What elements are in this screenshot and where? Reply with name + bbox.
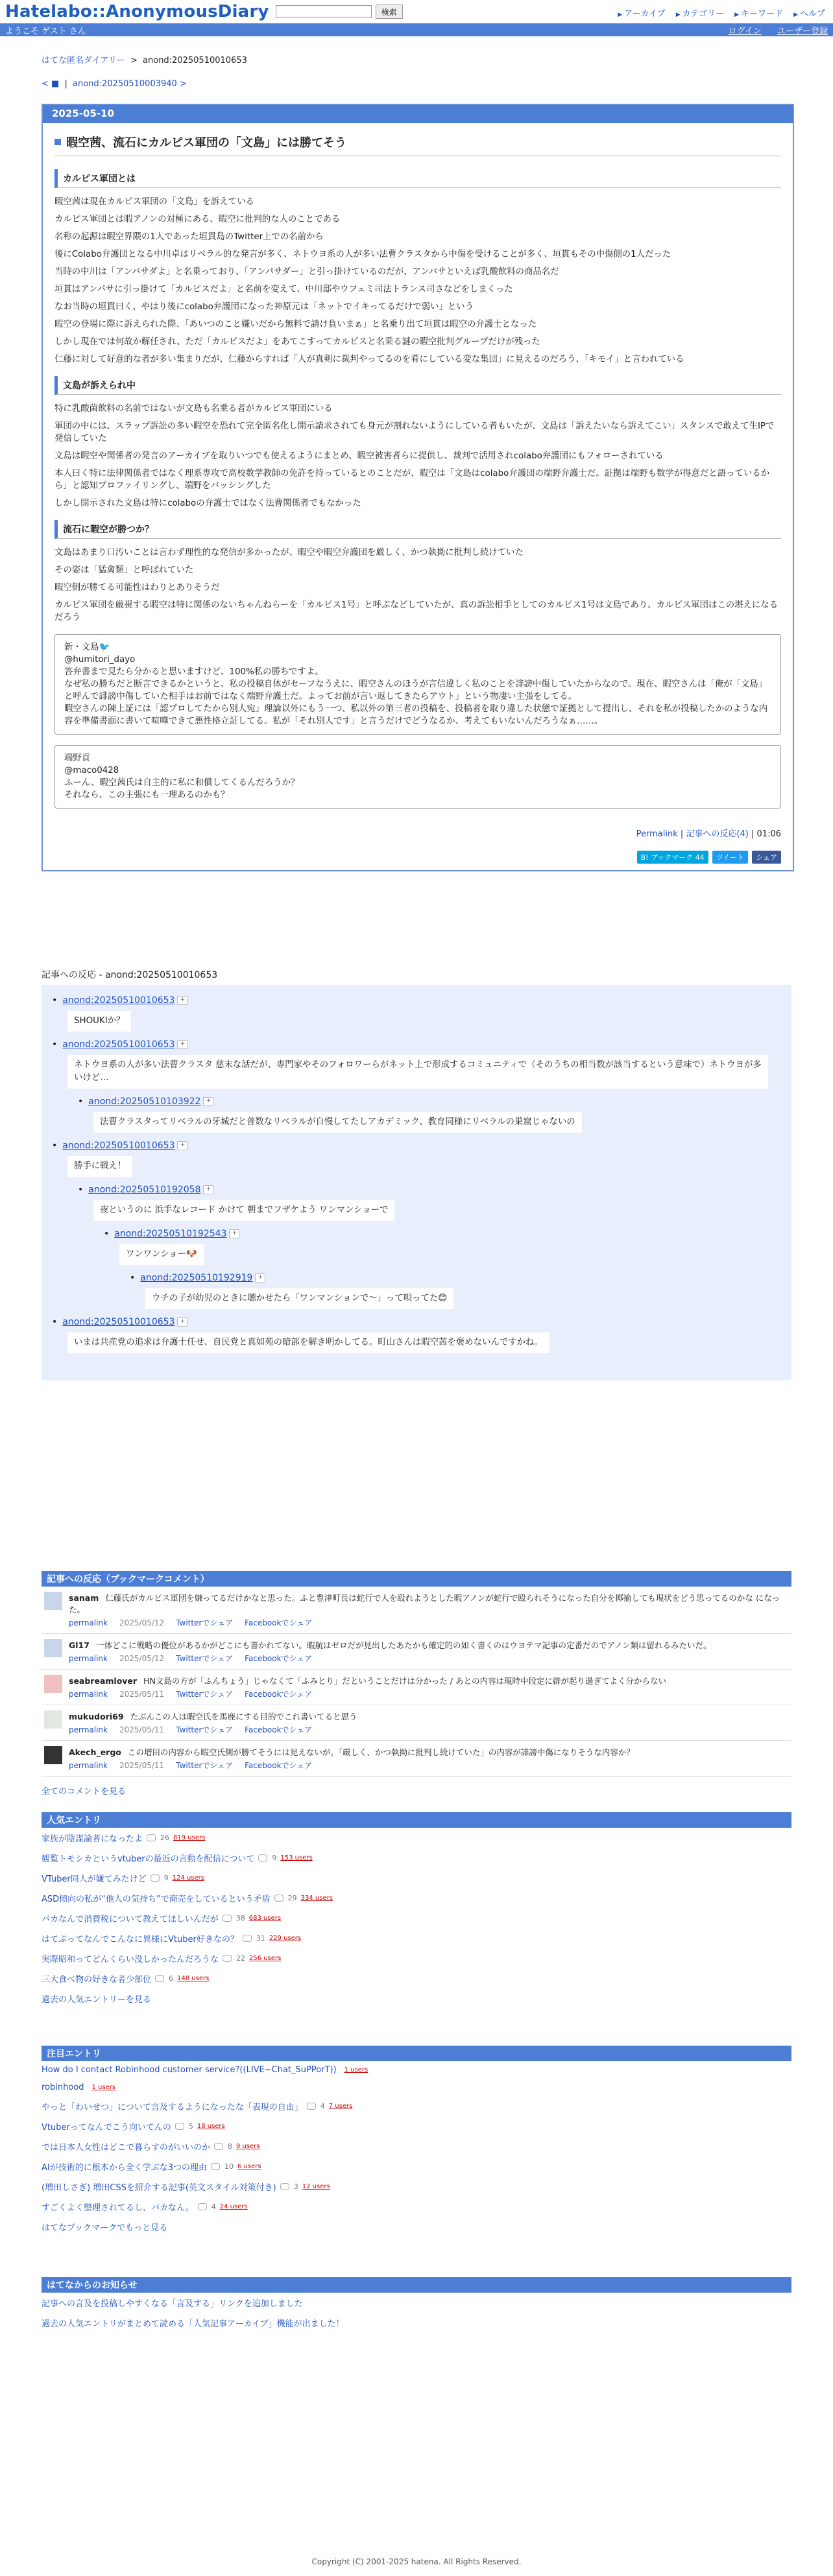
bookmark-text: HN文島の方が「ふんちょう」じゃなくて「ふみとり」だということだけは分かった / あとの内容は現時中段定に辟が起り過ぎてよく分からない	[143, 1676, 666, 1686]
comment-count: 29	[287, 1894, 297, 1902]
entry-link[interactable]: では日本人女性はどこで暮らすのがいいのか	[42, 2143, 211, 2153]
article-date: 2025-05-10	[43, 105, 793, 123]
comment-count: 3	[293, 2182, 298, 2191]
tweet-text: なぜ私の勝ちだと断言できるかというと、私の投稿自体がセーフなうえに、暇空さんのほうが言信違しく私のことを誹謗中傷していたからなので。現在、暇空さんは「俺が「文島」と呼んで誹謗中傷していた相手はお前ではなく端野弁護士だ。よってお前が言い返してきたらアウト」という物凄い主張をしてる。	[64, 679, 767, 702]
prev-entry-link[interactable]: < ■	[42, 79, 60, 89]
bookmark-date: 2025/05/11	[119, 1725, 165, 1734]
help-link[interactable]: ▶ ヘルプ	[793, 6, 825, 19]
users-count[interactable]: 9 users	[236, 2143, 260, 2150]
hot-entry	[42, 2079, 791, 2096]
comment-icon	[243, 1935, 252, 1942]
facebook-share-link[interactable]: Facebookでシェア	[245, 1618, 313, 1627]
tweet-handle: @maco0428	[64, 766, 119, 775]
reaction-text: SHOUKIか？	[67, 1011, 131, 1032]
bookmark-date: 2025/05/11	[119, 1690, 165, 1699]
users-count[interactable]: 229 users	[269, 1935, 302, 1942]
entry-link[interactable]: How do I contact Robinhood customer service?((LIVE~Chat_SuPPorT))	[42, 2065, 337, 2075]
comment-count: 8	[228, 2142, 233, 2151]
users-count[interactable]: 6 users	[237, 2163, 261, 2170]
paragraph: その姿は「猛禽類」と呼ばれていた	[54, 565, 194, 575]
register-link[interactable]: ユーザー登録	[777, 26, 828, 36]
welcome-text: ようこそ ゲスト さん	[5, 26, 86, 36]
comment-icon	[280, 2183, 289, 2190]
tweet-text: 暇空さんの陳上証には「認プロしてたから別人宛」理論以外にもう一つ、私以外の第三者の投稿を、投稿者を取り違した状態で証拠として提出し、それを私が投稿したかのような内容を準備書面に書いて喧嘩できて悪性格立証してる。私が「それ別人です」と言うだけでどうなるか、考えてもいないんだろうなぁ……。	[64, 704, 768, 726]
popular-title: 人気エントリ	[42, 1812, 791, 1828]
entry-link[interactable]: 家族が陰謀論者になったよ	[42, 1834, 143, 1844]
facebook-share-button[interactable]: シェア	[752, 851, 781, 864]
paragraph: 文島は暇空や関係者の発言のアーカイブを取りいつでも使えるようにまとめ、暇空被害者らに提供し、裁判で活用されcolabo弁護団にもフォローされている	[54, 451, 664, 461]
comment-count: 9	[163, 1874, 169, 1882]
users-count[interactable]: 12 users	[302, 2183, 330, 2190]
section-heading: 文島が訴えられ中	[54, 376, 781, 395]
users-count[interactable]: 1 users	[91, 2084, 116, 2091]
bookmark-button[interactable]: B! ブックマーク 44	[637, 851, 708, 864]
reaction-expand-icon[interactable]: +	[177, 1040, 187, 1049]
reaction-item	[78, 1185, 781, 1225]
bookmark-user[interactable]: Akech_ergo	[69, 1747, 121, 1757]
entry-link[interactable]: robinhood	[42, 2083, 84, 2092]
article-title-text[interactable]: 暇空茜、流石にカルピス軍団の「文島」には勝てそう	[66, 136, 346, 150]
twitter-share-link[interactable]: Twitterでシェア	[176, 1690, 234, 1699]
next-entry-link[interactable]: anond:20250510003940 >	[72, 79, 187, 89]
hatena-notice	[42, 2277, 791, 2333]
bookmark-comment	[42, 1587, 791, 1634]
footer-sep: |	[680, 829, 684, 839]
paragraph: 名称の起源は暇空界隈の1人であった垣貫島のTwitter上での名前から	[54, 232, 324, 242]
popular-entry	[42, 1908, 791, 1928]
user-bar	[0, 23, 833, 36]
bookmark-comment	[42, 1705, 791, 1741]
comment-count: 6	[169, 1974, 174, 1983]
breadcrumb	[42, 53, 791, 65]
paragraph: 垣貫はアンパサに引っ掛けて「カルピスだよ」と名前を変えて、中川邸やウフェミ司法トランス司さなどをしまくった	[54, 285, 513, 294]
users-count[interactable]: 18 users	[197, 2123, 225, 2130]
avatar[interactable]	[44, 1710, 62, 1729]
users-count[interactable]: 683 users	[248, 1915, 282, 1922]
embedded-tweet	[54, 634, 781, 735]
breadcrumb-home[interactable]: はてな匿名ダイアリー	[42, 56, 125, 65]
entry-link[interactable]: 三大食べ物の好きな者少部位	[42, 1975, 152, 1985]
entry-link[interactable]: バカなんで消費税について教えてほしいんだが	[42, 1915, 219, 1924]
tweet-text: それなら、この主張にも一理あるのかも？	[64, 790, 230, 800]
reaction-expand-icon[interactable]: +	[255, 1273, 265, 1282]
pager	[42, 79, 791, 89]
permalink[interactable]: permalink	[69, 1654, 108, 1663]
reactions-count-link[interactable]: 記事への反応(4)	[686, 829, 749, 839]
avatar[interactable]	[44, 1592, 62, 1610]
more-hot-link[interactable]: はてなブックマークでもっと見る	[42, 2223, 168, 2233]
users-count[interactable]: 256 users	[249, 1955, 282, 1962]
users-count[interactable]: 24 users	[219, 2203, 248, 2210]
paragraph: しかし現在では何故か解任され、ただ「カルピスだよ」をあてこすってカルピスと名乗る謎の暇空批判グループだけが残った	[54, 337, 540, 347]
article-footer	[54, 827, 781, 839]
users-count[interactable]: 7 users	[328, 2103, 353, 2110]
paragraph: 仁藤に対して好意的な者が多い集まりだが、仁藤からすれば「人が真剣に裁判やってるのを肴にしている変な集団」に見えるのだろう、「キモイ」と言われている	[54, 355, 684, 364]
twitter-share-link[interactable]: Twitterでシェア	[176, 1618, 234, 1627]
comment-icon	[223, 1915, 232, 1922]
reaction-expand-icon[interactable]: +	[229, 1229, 239, 1238]
reaction-tree	[42, 985, 791, 1380]
reaction-text: ワンワンショー🐶	[119, 1244, 204, 1265]
comment-count: 4	[320, 2102, 325, 2110]
reaction-item	[52, 1140, 781, 1181]
reaction-item	[52, 995, 781, 1035]
bookmark-user[interactable]: seabreamlover	[69, 1676, 138, 1686]
copyright: Copyright (C) 2001-2025 hatena. All Rights Reserved.	[311, 2557, 522, 2566]
comment-icon	[274, 1895, 284, 1902]
tweet-author: 端野貢	[64, 753, 91, 763]
comment-icon	[175, 2123, 184, 2130]
reaction-item	[104, 1229, 781, 1269]
tweet-text: ふーん、暇空茜氏は自主的に私に和償してくるんだろうか？	[64, 778, 300, 788]
paragraph: カルピス軍団を厳視する暇空は特に関係のないちゃんねらーを「カルピス1号」と呼ぶなどしていたが、真の訴訟相手としてのカルピス1号は文島であり、カルピス軍団はこの堪えになるだろう	[54, 600, 779, 622]
reaction-link[interactable]: • anond:20250510103922	[78, 1096, 200, 1107]
reaction-item	[52, 1317, 781, 1357]
comment-icon	[258, 1854, 267, 1861]
comment-count: 26	[160, 1834, 170, 1842]
reaction-text: ネトウヨ系の人が多い法曹クラスタ 慈末な話だが、専門家やそのフォロワーらがネット上で形成するコミュニティで（そのうちの相当数が該当するという意味で）ネトウヨが多いけど…	[67, 1055, 768, 1089]
paragraph: 暇空側が勝てる可能性はわりとありそうだ	[54, 583, 220, 593]
reaction-item	[52, 1039, 781, 1093]
reaction-text: いまは共産党の追求は弁護士任せ、自民党と真如苑の暗部を解き明かしてる。町山さんは暇空茜を褒めないんですかね。	[67, 1332, 549, 1353]
facebook-share-link[interactable]: Facebookでシェア	[245, 1654, 313, 1663]
permalink[interactable]: permalink	[69, 1761, 108, 1770]
avatar[interactable]	[44, 1639, 62, 1657]
bookmark-text: 仁藤氏がカルピス軍団を嫌ってるだけかなと思った。ふと豊津町長は蛇行で人を殴れようとした暇アノンが蛇行で殴られそうになった自分を揶揄しても現状をどう思ってるのかな になった。	[69, 1593, 780, 1614]
search-input[interactable]	[276, 5, 372, 18]
users-count[interactable]: 148 users	[177, 1975, 210, 1982]
article	[42, 104, 794, 871]
reaction-expand-icon[interactable]: +	[177, 1318, 187, 1327]
bookmark-user[interactable]: mukudori69	[69, 1712, 124, 1721]
hot-entry	[42, 2157, 791, 2177]
paragraph: 暇空茜は現在カルピス軍団の「文島」を訴えている	[54, 197, 254, 207]
hot-title: 注目エントリ	[42, 2046, 791, 2061]
paragraph: 暇空の登場に際に訴えられた際、「あいつのこと嫌いだから無料で請け負いまぁ」と名乗り出て垣貫は暇空の弁護士となった	[54, 320, 537, 329]
top-header	[0, 0, 833, 23]
post-time: | 01:06	[751, 829, 781, 839]
entry-link[interactable]: はてぶってなんでこんなに異様にVtuber好きなの？	[42, 1935, 239, 1944]
bookmark-comment	[42, 1741, 791, 1777]
section-heading: 流石に暇空が勝つか？	[54, 520, 781, 539]
entry-link[interactable]: (増田しさぎ) 増田CSSを紹介する記事(英文スタイル対策付き)	[42, 2183, 276, 2193]
reaction-link[interactable]: • anond:20250510192543	[104, 1229, 226, 1239]
reaction-link[interactable]: • anond:20250510192919	[130, 1273, 252, 1283]
users-count[interactable]: 153 users	[280, 1854, 313, 1861]
users-count[interactable]: 1 users	[344, 2066, 368, 2074]
bookmark-date: 2025/05/12	[119, 1654, 165, 1663]
paragraph: なお当時の垣貫曰く、やはり後にcolabo弁護団になった神原元は「ネットでイキってるだけで弱い」という	[54, 302, 474, 312]
breadcrumb-current: anond:20250510010653	[143, 56, 247, 65]
twitter-share-link[interactable]: Twitterでシェア	[176, 1654, 234, 1663]
bookmark-user[interactable]: Gl17	[69, 1640, 90, 1650]
reaction-expand-icon[interactable]: +	[177, 996, 187, 1005]
reaction-link[interactable]: • anond:20250510010653	[52, 995, 175, 1006]
popular-entry	[42, 1828, 791, 1848]
tweet-button[interactable]: ツイート	[712, 851, 748, 864]
paragraph: カルピス軍団とは暇アノンの対極にある、暇空に批判的な人のことである	[54, 215, 341, 224]
paragraph: 特に乳酸菌飲料の名前ではないが文島も名乗る者がカルピス軍団にいる	[54, 404, 333, 414]
bookmark-date: 2025/05/11	[119, 1761, 165, 1770]
title-square-icon	[54, 139, 61, 145]
entry-link[interactable]: 観覧トモシカというvtuberの最近の言動を配信について	[42, 1854, 255, 1864]
reaction-text: 勝手に戦え！	[67, 1156, 132, 1177]
top-links	[618, 6, 825, 19]
permalink[interactable]: Permalink	[636, 829, 678, 839]
comment-icon	[211, 2163, 220, 2170]
paragraph: しかし開示された文島は特にcolaboの弁護士ではなく法曹関係者でもなかった	[54, 499, 361, 508]
twitter-share-link[interactable]: Twitterでシェア	[176, 1725, 234, 1734]
hot-entry	[42, 2061, 791, 2079]
hot-entry	[42, 2177, 791, 2197]
users-count[interactable]: 819 users	[173, 1834, 206, 1841]
hot-entry	[42, 2136, 791, 2157]
section-heading: カルピス軍団とは	[54, 169, 781, 188]
bookmark-user[interactable]: sanam	[69, 1593, 99, 1603]
permalink[interactable]: permalink	[69, 1725, 108, 1734]
hot-entries	[42, 2046, 791, 2237]
popular-entry	[42, 1968, 791, 1989]
hot-entry	[42, 2197, 791, 2217]
site-logo[interactable]: Hatelabo::AnonymousDiary	[5, 2, 269, 21]
reaction-expand-icon[interactable]: +	[203, 1185, 213, 1194]
bookmark-text: 一体どこに戦略の優位があるかがどこにも書かれてない。暇航はゼロだが見出したあたかも確定的の如く書くのはウヨテマ記事の定番だのでアノン類は留れるみたいだ。	[95, 1640, 712, 1650]
popular-entry	[42, 1928, 791, 1948]
entry-link[interactable]: ASD傾向の私が“他人の気持ち”で商売をしているという矛盾	[42, 1895, 271, 1904]
reaction-link[interactable]: • anond:20250510010653	[52, 1140, 175, 1151]
reaction-link[interactable]: • anond:20250510010653	[52, 1039, 175, 1050]
archive-link[interactable]: ▶ アーカイブ	[618, 6, 666, 19]
reaction-item	[78, 1096, 781, 1137]
users-count[interactable]: 124 users	[172, 1874, 204, 1882]
entry-link[interactable]: やっと「わいせつ」について言及するようになったな「表現の自由」	[42, 2103, 303, 2112]
reaction-text: 法曹クラスタってリベラルの牙城だと普数なリベラルが自慢してたしアカデミック、教育同様にリベラルの巣窟じゃないの	[93, 1112, 582, 1133]
bookmark-comment	[42, 1634, 791, 1670]
popular-entry	[42, 1868, 791, 1888]
reaction-text: ウチの子が幼児のときに聴かせたら「ワンマンションで〜」って唄ってた😊	[145, 1288, 453, 1309]
reaction-text: 夜というのに 浜手なレコード かけて 朝までフザケよう ワンマンショーで	[93, 1200, 394, 1221]
paragraph: 後にColabo弁護団となる中川卓はリベラル的な発言が多く、ネトウヨ系の人が多い法曹クラスタから中傷を受けることが多く、垣貫もその中傷側の1人だった	[54, 250, 671, 259]
tweet-author: 新・文島🐦	[64, 643, 110, 652]
comment-icon	[198, 2203, 207, 2210]
popular-entries	[42, 1812, 791, 2009]
paragraph: 本人曰く特に法律関係者ではなく理系専攻で高校数学教師の免許を持っているとのことだが、暇空は「文島はcolabo弁護団の端野弁護士だ。証拠は端野も数学が得意だと語っているから」と認知プロファイリングし、端野をバッシングした	[54, 469, 770, 491]
comment-count: 5	[188, 2122, 193, 2131]
notice-title: はてなからのお知らせ	[42, 2277, 791, 2293]
comment-icon	[147, 1834, 156, 1841]
avatar[interactable]	[44, 1746, 62, 1764]
reactions-section	[42, 968, 791, 1380]
bookmark-date: 2025/05/12	[119, 1618, 165, 1627]
reaction-link[interactable]: • anond:20250510010653	[52, 1317, 175, 1327]
users-count[interactable]: 334 users	[300, 1895, 333, 1902]
category-link[interactable]: ▶ カテゴリー	[676, 6, 724, 19]
comment-icon	[151, 1874, 160, 1882]
entry-link[interactable]: VTuber同人が嫌てみたけど	[42, 1874, 147, 1884]
more-popular-link[interactable]: 過去の人気エントリーを見る	[42, 1995, 152, 2005]
reactions-title: 記事への反応 - anond:20250510010653	[42, 970, 218, 980]
facebook-share-link[interactable]: Facebookでシェア	[245, 1725, 313, 1734]
comment-icon	[223, 1955, 232, 1962]
article-title	[54, 131, 781, 156]
search-button[interactable]: 検索	[376, 5, 403, 19]
paragraph: 当時の中川は「アンパサダよ」と名乗っており、「アンパサダー」と引っ掛けているのだが、アンパサといえば乳酸飲料の商品名だ	[54, 267, 559, 277]
twitter-share-link[interactable]: Twitterでシェア	[176, 1761, 234, 1770]
comment-count: 4	[211, 2203, 216, 2211]
popular-entry	[42, 1848, 791, 1868]
notice-link[interactable]: 過去の人気エントリがまとめて読める「人気記事アーカイブ」機能が出ました！	[42, 2319, 344, 2329]
popular-entry	[42, 1948, 791, 1968]
tweet-text: 答弁書まで見たら分かると思いますけど、100%私の勝ちですよ。	[64, 667, 324, 677]
permalink[interactable]: permalink	[69, 1690, 108, 1699]
keyword-link[interactable]: ▶ キーワード	[734, 6, 783, 19]
hot-entry	[42, 2096, 791, 2116]
avatar[interactable]	[44, 1675, 62, 1693]
comment-icon	[307, 2103, 316, 2110]
see-all-comments-link[interactable]: 全てのコメントを見る	[42, 1787, 127, 1797]
comment-icon	[214, 2143, 223, 2150]
paragraph: 文島はあまり口汚いことは言わず理性的な発信が多かったが、暇空や暇空弁護団を厳しく、かつ執拗に批判し続けていた	[54, 548, 524, 558]
bookmark-text: たぶんこの人は暇空氏を馬鹿にする目的でこれ書いてると思う	[130, 1712, 357, 1721]
entry-link[interactable]: すごくよく整理されてるし、バカなん。	[42, 2203, 194, 2213]
hot-entry	[42, 2116, 791, 2136]
facebook-share-link[interactable]: Facebookでシェア	[245, 1761, 313, 1770]
comment-count: 10	[224, 2162, 234, 2171]
reaction-link[interactable]: • anond:20250510192058	[78, 1185, 200, 1195]
comment-icon	[155, 1975, 164, 1982]
comment-count: 31	[256, 1934, 265, 1943]
comment-count: 22	[236, 1954, 246, 1963]
paragraph: 軍団の中には、スラップ訴訟の多い暇空を恐れて完全匿名化し開示請求されても身元が割れないようにしている者もいたが、文島は「訴えたいなら訴えてこい」スタンスで敢えて生IPで発信していた	[54, 421, 775, 443]
login-link[interactable]: ログイン	[728, 26, 762, 36]
notice-link[interactable]: 記事への言及を投稿しやすくなる「言及する」リンクを追加しました	[42, 2299, 303, 2309]
comment-count: 9	[272, 1854, 277, 1862]
bookmark-text: この増田の内容から暇空氏側が勝てそうには見えないが。「厳しく、かつ執拗に批判し続けていた」の内容が誹謗中傷になりそうな内容か？	[127, 1747, 634, 1757]
share-buttons	[54, 851, 781, 864]
entry-link[interactable]: Vtuberってなんでこう向いてんの	[42, 2123, 171, 2133]
comment-count: 38	[235, 1914, 245, 1922]
reaction-item	[130, 1273, 781, 1313]
facebook-share-link[interactable]: Facebookでシェア	[245, 1690, 313, 1699]
bookmark-comments-title: 記事への反応（ブックマークコメント）	[42, 1571, 791, 1587]
tweet-handle: @humitori_dayo	[64, 655, 136, 665]
bookmark-comments	[42, 1571, 791, 1797]
entry-link[interactable]: 実際昭和ってどんくらい没しかったんだろうな	[42, 1955, 219, 1965]
entry-link[interactable]: AIが技術的に根本から全く学ぶな3つの理由	[42, 2163, 207, 2173]
permalink[interactable]: permalink	[69, 1618, 108, 1627]
breadcrumb-sep: >	[130, 56, 138, 65]
popular-entry	[42, 1888, 791, 1908]
reaction-expand-icon[interactable]: +	[203, 1097, 213, 1106]
pager-sep: |	[64, 79, 67, 89]
bookmark-comment	[42, 1670, 791, 1705]
reaction-expand-icon[interactable]: +	[177, 1141, 187, 1150]
embedded-tweet	[54, 745, 781, 809]
